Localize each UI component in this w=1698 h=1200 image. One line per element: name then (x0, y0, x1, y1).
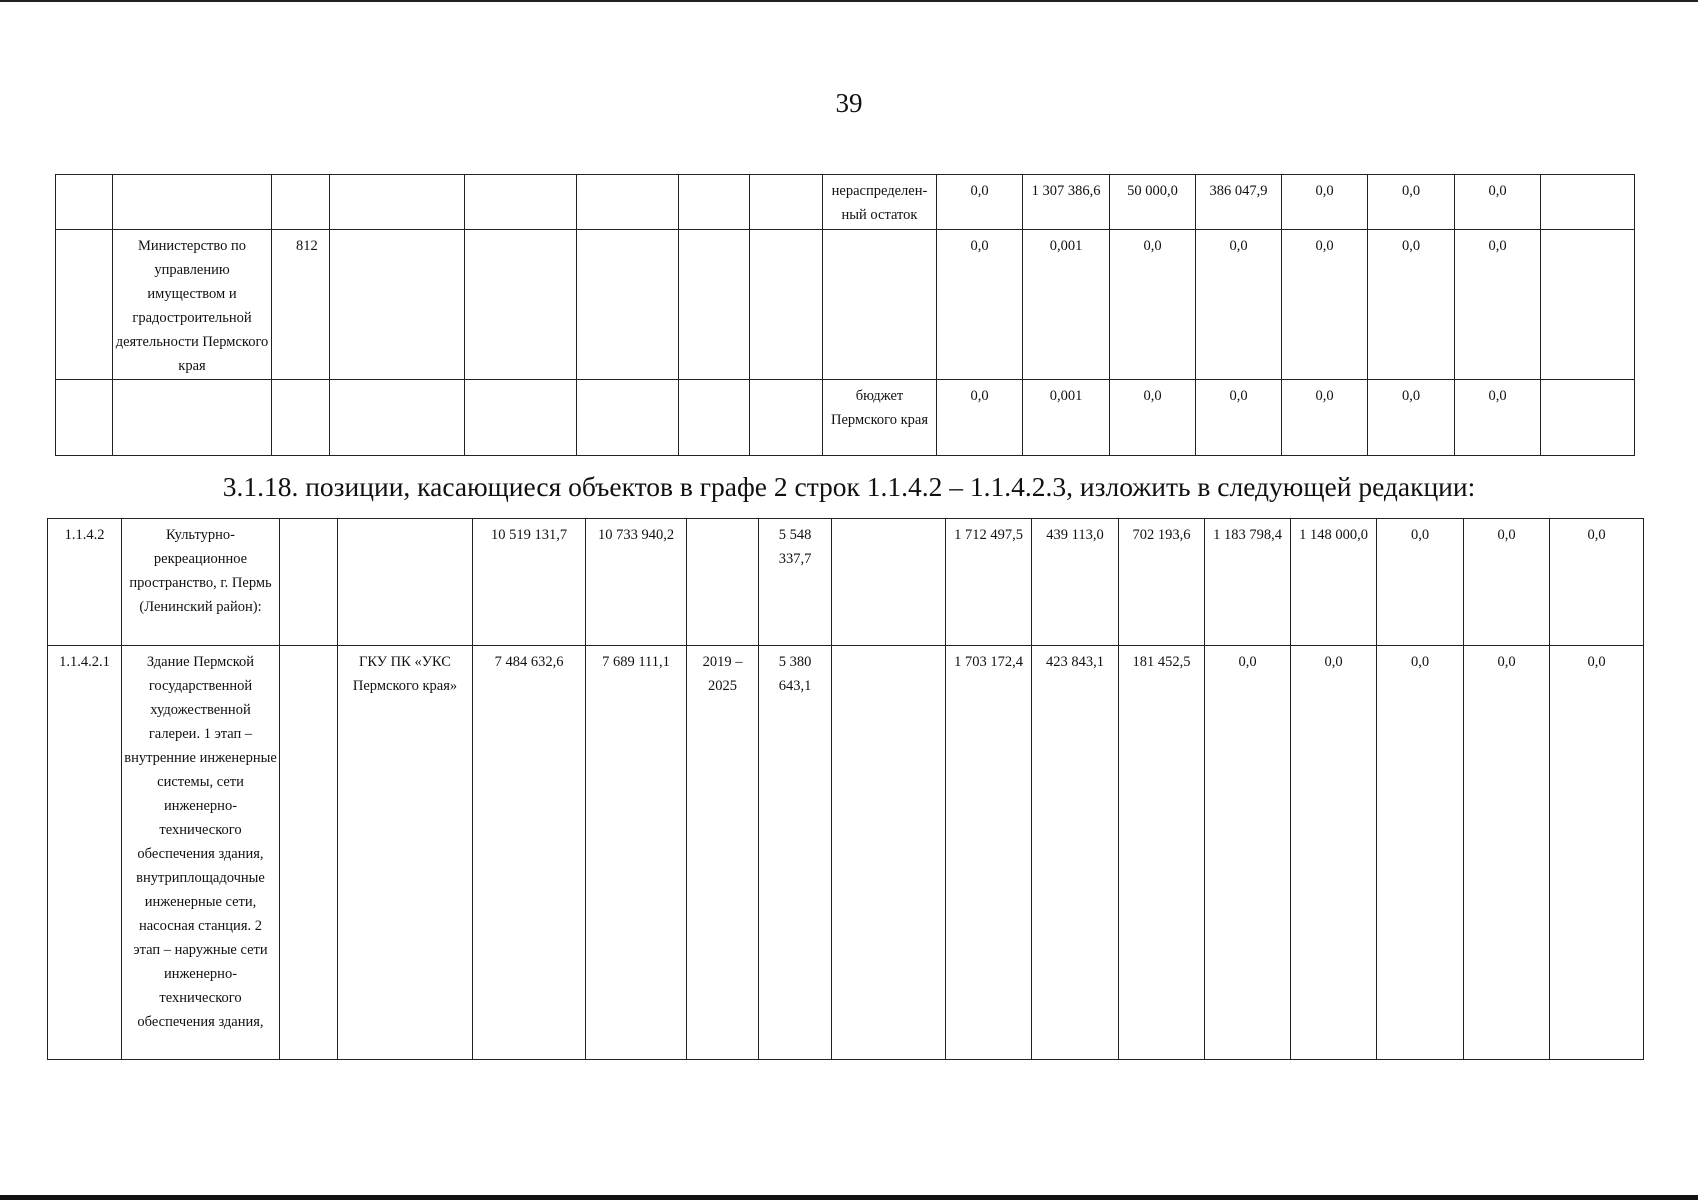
amount-cell: 1 148 000,0 (1291, 519, 1377, 646)
table-cell (465, 230, 577, 380)
source-cell (823, 230, 937, 380)
table-cell (113, 380, 272, 456)
amount-cell: 0,0 (1464, 519, 1550, 646)
amount-cell: 0,0 (1550, 519, 1644, 646)
table-cell (832, 646, 946, 1060)
customer-cell (338, 519, 473, 646)
table-row (48, 646, 1644, 1060)
period-cell: 2019 – 2025 (687, 646, 759, 1060)
amount-cell: 0,0 (1196, 380, 1282, 456)
table-cell (577, 380, 679, 456)
table-cell (750, 175, 823, 230)
amount-cell: 0,0 (1455, 175, 1541, 230)
amount-cell: 0,0 (1455, 380, 1541, 456)
organization-cell: Министерство по управлению имуществом и градостроительной деятельности Пермского края (113, 230, 272, 380)
amount-cell: 50 000,0 (1110, 175, 1196, 230)
amount-cell: 0,0 (1110, 380, 1196, 456)
scan-edge-top (0, 0, 1698, 2)
amount-cell: 0,0 (1464, 646, 1550, 1060)
source-cell: бюджет Пермского края (823, 380, 937, 456)
amount-cell: 0,0 (1205, 646, 1291, 1060)
amount-cell: 5 380 643,1 (759, 646, 832, 1060)
amount-cell: 10 733 940,2 (586, 519, 687, 646)
top-table (55, 174, 1635, 456)
amount-cell: 0,0 (1368, 175, 1455, 230)
amount-cell: 439 113,0 (1032, 519, 1119, 646)
table-cell (280, 519, 338, 646)
table-row (56, 380, 1635, 456)
table-cell (750, 230, 823, 380)
amount-cell: 1 183 798,4 (1205, 519, 1291, 646)
amount-cell: 10 519 131,7 (473, 519, 586, 646)
amount-cell: 0,0 (1291, 646, 1377, 1060)
amount-cell: 1 307 386,6 (1023, 175, 1110, 230)
bottom-table (47, 518, 1644, 1060)
table-cell (113, 175, 272, 230)
row-number-cell: 1.1.4.2 (48, 519, 122, 646)
table-cell (330, 230, 465, 380)
table-cell (577, 230, 679, 380)
source-cell: нераспределен-ный остаток (823, 175, 937, 230)
table-cell (1541, 175, 1635, 230)
table-row (56, 230, 1635, 380)
amount-cell: 0,001 (1023, 380, 1110, 456)
section-heading: 3.1.18. позиции, касающиеся объектов в графе 2 строк 1.1.4.2 – 1.1.4.2.3, изложить в следующей редакции: (222, 471, 1476, 502)
amount-cell: 0,0 (937, 230, 1023, 380)
object-name-cell: Здание Пермской государственной художественной галереи. 1 этап – внутренние инженерные системы, сети инженерно-технического обеспечения здания, внутриплощадочные инженерные сети, насосная станция. 2 этап – наружные сети инженерно-технического обеспечения здания, (122, 646, 280, 1060)
amount-cell: 423 843,1 (1032, 646, 1119, 1060)
amount-cell: 1 703 172,4 (946, 646, 1032, 1060)
amount-cell: 0,0 (1282, 230, 1368, 380)
amount-cell: 181 452,5 (1119, 646, 1205, 1060)
amount-cell: 5 548 337,7 (759, 519, 832, 646)
table-row (56, 175, 1635, 230)
table-cell (832, 519, 946, 646)
table-row (48, 519, 1644, 646)
table-cell (56, 380, 113, 456)
table-cell (577, 175, 679, 230)
amount-cell: 7 689 111,1 (586, 646, 687, 1060)
code-cell: 812 (272, 230, 330, 380)
amount-cell: 0,0 (1455, 230, 1541, 380)
object-name-cell: Культурно-рекреационное пространство, г. Пермь (Ленинский район): (122, 519, 280, 646)
amount-cell: 0,0 (1282, 380, 1368, 456)
amount-cell: 0,0 (1377, 519, 1464, 646)
table-cell (272, 175, 330, 230)
table-cell (272, 380, 330, 456)
customer-cell: ГКУ ПК «УКС Пермского края» (338, 646, 473, 1060)
amount-cell: 7 484 632,6 (473, 646, 586, 1060)
amount-cell: 0,0 (937, 175, 1023, 230)
table-cell (679, 175, 750, 230)
table-cell (1541, 230, 1635, 380)
table-cell (1541, 380, 1635, 456)
table-cell (280, 646, 338, 1060)
table-cell (56, 175, 113, 230)
table-cell (56, 230, 113, 380)
amount-cell: 0,0 (1196, 230, 1282, 380)
amount-cell: 0,0 (1368, 230, 1455, 380)
amount-cell: 0,0 (1377, 646, 1464, 1060)
amount-cell: 0,0 (1110, 230, 1196, 380)
table-cell (465, 175, 577, 230)
scan-edge-bottom (0, 1195, 1698, 1200)
row-number-cell: 1.1.4.2.1 (48, 646, 122, 1060)
table-cell (465, 380, 577, 456)
table-cell (330, 380, 465, 456)
amount-cell: 0,0 (1550, 646, 1644, 1060)
table-cell (330, 175, 465, 230)
amount-cell: 702 193,6 (1119, 519, 1205, 646)
amount-cell: 386 047,9 (1196, 175, 1282, 230)
amount-cell: 0,0 (1282, 175, 1368, 230)
amount-cell: 0,001 (1023, 230, 1110, 380)
table-cell (679, 380, 750, 456)
table-cell (679, 230, 750, 380)
amount-cell: 0,0 (937, 380, 1023, 456)
amount-cell: 1 712 497,5 (946, 519, 1032, 646)
page-number: 39 (835, 88, 863, 118)
period-cell (687, 519, 759, 646)
amount-cell: 0,0 (1368, 380, 1455, 456)
table-cell (750, 380, 823, 456)
